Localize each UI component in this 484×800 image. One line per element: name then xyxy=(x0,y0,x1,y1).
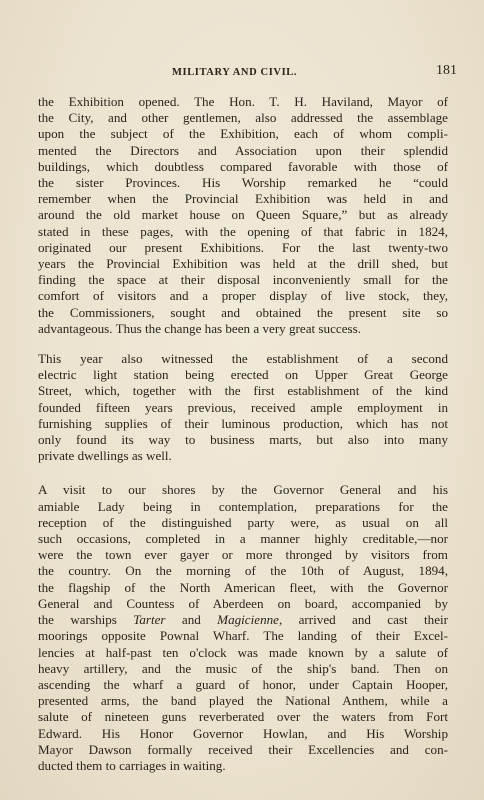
text-line: electric light station being erected on Upper Great George xyxy=(38,367,448,383)
paragraph-governor-visit xyxy=(38,482,448,774)
text-line: the sister Provinces. His Worship remarked he “could xyxy=(38,175,448,191)
text-line: private dwellings as well. xyxy=(38,448,172,464)
text-line: stated in these pages, with the opening of that fabric in 1824, xyxy=(38,223,448,239)
text-line: the City, and other gentlemen, also addressed the assemblage xyxy=(38,110,448,126)
paragraph-gap xyxy=(38,337,448,351)
paragraph-exhibition xyxy=(38,94,448,337)
text-line: heavy artillery, and the music of the ship's band. Then on xyxy=(38,660,448,676)
running-head: MILITARY AND CIVIL. xyxy=(172,67,298,78)
text-line: lencies at half-past ten o'clock was made known by a salute of xyxy=(38,644,448,660)
text-line: This year also witnessed the establishment of a second xyxy=(38,351,448,367)
text-line: Street, which, together with the first establishment of the kind xyxy=(38,383,448,399)
text-line: only found its way to business marts, but also into many xyxy=(38,432,448,448)
text-line: such occasions, completed in a manner highly creditable,—nor xyxy=(38,531,448,547)
text-line: buildings, which doubtless compared favorable with those of xyxy=(38,158,448,174)
ship-name: Tarter xyxy=(133,612,166,628)
page-number: 181 xyxy=(436,63,457,78)
text-line: salute of nineteen guns reverberated over the waters from Fort xyxy=(38,709,448,725)
text-line: years the Provincial Exhibition was held at the drill shed, but xyxy=(38,256,448,272)
paragraph-gap xyxy=(38,464,448,482)
text-line: ducted them to carriages in waiting. xyxy=(38,757,226,773)
text-line: finding the space at their disposal inconveniently small for the xyxy=(38,272,448,288)
text-line: furnishing supplies of their luminous production, which has not xyxy=(38,415,448,431)
text-line: advantageous. Thus the change has been a very great success. xyxy=(38,320,361,336)
text-line: around the old market house on Queen Square,” but as already xyxy=(38,207,448,223)
text-line: Edward. His Honor Governor Howlan, and His Worship xyxy=(38,725,448,741)
text-line: founded fifteen years previous, received ample employment in xyxy=(38,399,448,415)
text-line: the flagship of the North American fleet, with the Governor xyxy=(38,579,448,595)
text-line: General and Countess of Aberdeen on board, accompanied by xyxy=(38,595,448,611)
text-line: upon the subject of the Exhibition, each of whom compli- xyxy=(38,126,448,142)
text-line: Mayor Dawson formally received their Excellencies and con- xyxy=(38,741,448,757)
text-line: the Commissioners, sought and obtained the present site so xyxy=(38,304,448,320)
paragraph-electric-light xyxy=(38,351,448,464)
text-line: reception of the distinguished party were, as usual on all xyxy=(38,514,448,530)
text-line: were the town ever gayer or more thronged by visitors from xyxy=(38,547,448,563)
text-line: A visit to our shores by the Governor General and his xyxy=(38,482,448,498)
text-line: the country. On the morning of the 10th of August, 1894, xyxy=(38,563,448,579)
text-line: originated our present Exhibitions. For the last twenty-two xyxy=(38,239,448,255)
text-line: presented arms, the band played the National Anthem, while a xyxy=(38,693,448,709)
text-line: remember when the Provincial Exhibition was held in and xyxy=(38,191,448,207)
body-text xyxy=(38,94,448,774)
ship-name: Magicienne xyxy=(217,612,279,628)
text-line: mented the Directors and Association upon their splendid xyxy=(38,142,448,158)
text-line: the Exhibition opened. The Hon. T. H. Haviland, Mayor of xyxy=(38,94,448,109)
text-line: amiable Lady being in contemplation, preparations for the xyxy=(38,498,448,514)
text-line: moorings opposite Pownal Wharf. The landing of their Excel- xyxy=(38,628,448,644)
text-line-ships: the warships Tarter and Magicienne, arrived and cast their xyxy=(38,612,449,628)
text-line: ascending the wharf a guard of honor, under Captain Hooper, xyxy=(38,676,448,692)
text-line: comfort of visitors and a proper display of live stock, they, xyxy=(38,288,448,304)
